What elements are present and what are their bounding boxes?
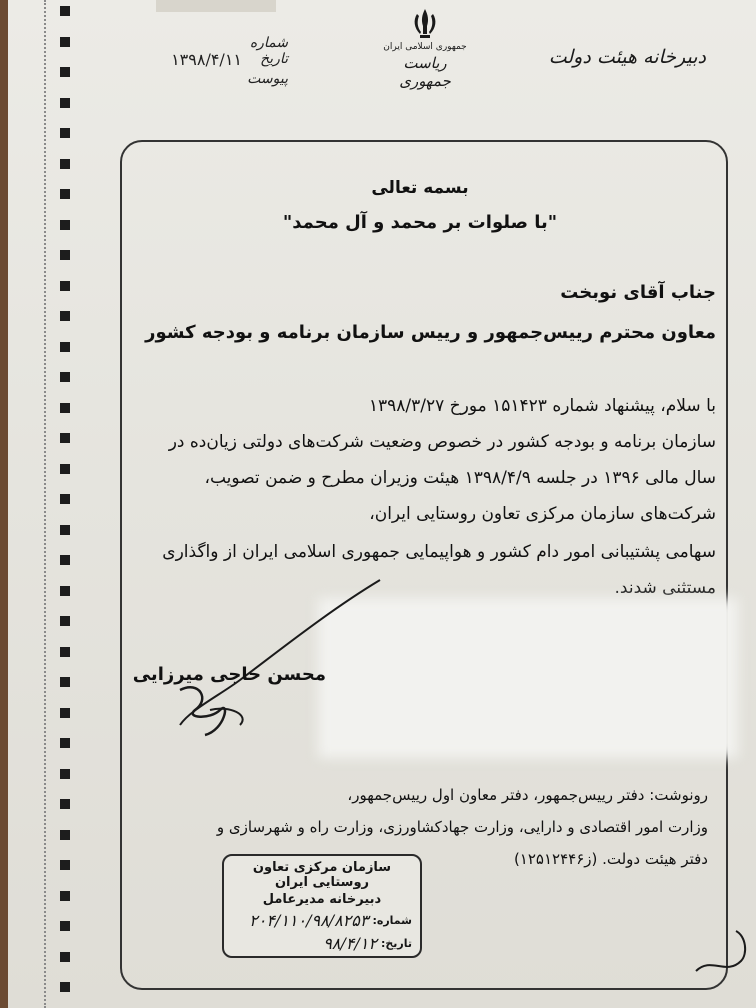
- body-line-5: سهامی پشتیبانی امور دام کشور و هواپیمایی جمهوری اسلامی ایران از واگذاری: [162, 542, 716, 562]
- body-line-6: مستثنی شدند.: [614, 578, 716, 598]
- office-received-stamp: [222, 854, 422, 958]
- corner-initials: [686, 916, 756, 986]
- stamp-number-label: شماره:: [372, 914, 412, 927]
- binder-hole: [60, 921, 70, 931]
- binder-hole: [60, 220, 70, 230]
- binder-hole: [60, 952, 70, 962]
- addressee: جناب آقای نوبخت: [560, 282, 716, 303]
- binder-hole: [60, 738, 70, 748]
- body-line-2: سازمان برنامه و بودجه کشور در خصوص وضعیت شرکت‌های دولتی زیان‌ده در: [168, 432, 716, 452]
- emblem-subtitle: جمهوری اسلامی ایران: [383, 42, 467, 52]
- state-emblem-block: [380, 6, 470, 90]
- binder-hole: [60, 311, 70, 321]
- number-label: شماره: [249, 35, 288, 51]
- stamp-date-value: ۹۸/۴/۱۲: [323, 934, 377, 953]
- binder-hole: [60, 586, 70, 596]
- binder-hole: [60, 37, 70, 47]
- binder-hole: [60, 677, 70, 687]
- cc-line-1: رونوشت: دفتر رییس‌جمهور، دفتر معاون اول رییس‌جمهور،: [347, 786, 708, 804]
- perforation-line: [44, 0, 46, 1008]
- body-line-4: شرکت‌های سازمان مرکزی تعاون روستایی ایران،: [369, 504, 716, 524]
- handwritten-signature: [150, 560, 390, 750]
- cc-line-3: دفتر هیئت دولت. (ز۱۲۵۱۲۴۴۶): [513, 850, 708, 868]
- binder-hole: [60, 281, 70, 291]
- body-line-3: سال مالی ۱۳۹۶ در جلسه ۱۳۹۸/۴/۹ هیئت وزیران مطرح و ضمن تصویب،: [204, 468, 716, 488]
- binder-hole: [60, 342, 70, 352]
- attachment-label: پیوست: [247, 71, 288, 87]
- binder-hole: [60, 799, 70, 809]
- binder-hole: [60, 189, 70, 199]
- stamp-subtitle: دبیرخانه مدیرعامل: [262, 892, 382, 907]
- meta-attachment-row: [118, 66, 288, 92]
- date-value: ۱۳۹۸/۴/۱۱: [171, 49, 242, 69]
- binder-hole: [60, 769, 70, 779]
- binder-hole: [60, 708, 70, 718]
- binder-hole: [60, 67, 70, 77]
- secretariat-heading: دبیرخانه هیئت دولت: [548, 46, 706, 68]
- invocation: بسمه تعالی: [371, 178, 469, 198]
- binder-holes: [60, 0, 72, 1008]
- binder-hole: [60, 616, 70, 626]
- cc-line-2: وزارت امور اقتصادی و دارایی، وزارت جهادکشاورزی، وزارت راه و شهرسازی و: [216, 818, 708, 836]
- emblem-title: ریاست جمهوری: [399, 54, 451, 90]
- addressee-title: معاون محترم رییس‌جمهور و رییس سازمان برنامه و بودجه کشور: [145, 322, 716, 343]
- binder-hole: [60, 128, 70, 138]
- stamp-number-row: [232, 911, 412, 930]
- stamp-date-label: تاریخ:: [380, 937, 412, 950]
- binder-hole: [60, 403, 70, 413]
- binder-hole: [60, 982, 70, 992]
- binder-hole: [60, 464, 70, 474]
- salawat: "با صلوات بر محمد و آل محمد": [282, 212, 558, 233]
- binder-hole: [60, 250, 70, 260]
- binder-hole: [60, 494, 70, 504]
- binder-hole: [60, 433, 70, 443]
- stamp-date-row: [232, 934, 412, 953]
- top-edge-mark: [156, 0, 276, 12]
- letter-meta: [118, 30, 288, 92]
- binder-hole: [60, 647, 70, 657]
- binder-hole: [60, 372, 70, 382]
- binder-hole: [60, 98, 70, 108]
- iran-emblem-icon: [408, 6, 442, 40]
- binder-hole: [60, 860, 70, 870]
- stamp-title: سازمان مرکزی تعاون روستایی ایران: [252, 860, 392, 890]
- binder-hole: [60, 555, 70, 565]
- binder-hole: [60, 6, 70, 16]
- binder-hole: [60, 830, 70, 840]
- body-line-1: با سلام، پیشنهاد شماره ۱۵۱۴۲۳ مورخ ۱۳۹۸/۳/۲۷: [368, 396, 716, 416]
- stamp-number-value: ۲۰۴/۱۱۰/۹۸/۸۲۵۳: [249, 911, 369, 930]
- signatory-name: محسن حاجی میرزایی: [132, 664, 326, 685]
- binder-hole: [60, 525, 70, 535]
- date-label: تاریخ: [260, 51, 288, 67]
- binder-hole: [60, 159, 70, 169]
- binder-hole: [60, 891, 70, 901]
